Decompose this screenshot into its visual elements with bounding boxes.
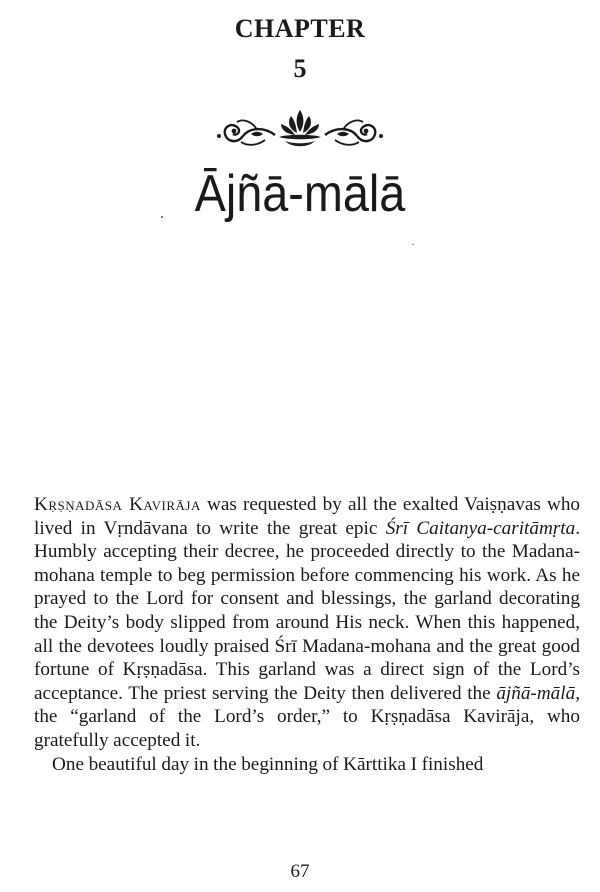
paragraph-2: One beautiful day in the beginning of Kārttika I finished	[52, 753, 484, 775]
body-text	[34, 493, 580, 776]
paragraph-1-italic-1: Śrī Caitanya-caritāmṛta	[385, 517, 576, 539]
paragraph-1	[34, 493, 580, 753]
paragraph-1-text-a: was requested by all the exalted Vaiṣṇavas who lived in Vṛndāvana to write the great epic	[34, 494, 581, 539]
print-speck	[161, 216, 163, 218]
paragraph-1-text-b: . Humbly accepting their decree, he proceeded directly to the Madana-mohana temple to beg permission before commencing his work. As he prayed to the Lord for consent and blessings, the garland decorating the Deity’s body slipped from around His neck. When this happened, all the devotees loudly praised Śrī Madana-mohana and the great good fortune of Kṛṣṇadāsa. This garland was a direct sign of the Lord’s acceptance. The priest serving the Deity then delivered the	[34, 517, 581, 704]
lead-smallcaps: Kṛṣṇadāsa Kavirāja	[34, 494, 201, 515]
chapter-number: 5	[293, 54, 307, 83]
chapter-title: Ājñā-mālā	[194, 165, 406, 223]
chapter-label: CHAPTER	[234, 14, 366, 43]
paragraph-1-italic-2: ājñā-mālā,	[496, 682, 580, 704]
print-speck	[412, 244, 414, 245]
paragraph-1-text-c: the “garland of the Lord’s order,” to Kṛṣṇadāsa Kavirāja, who gratefully accepted it.	[34, 706, 580, 751]
lotus-scroll-ornament-icon	[213, 104, 387, 154]
page-number: 67	[290, 861, 310, 882]
